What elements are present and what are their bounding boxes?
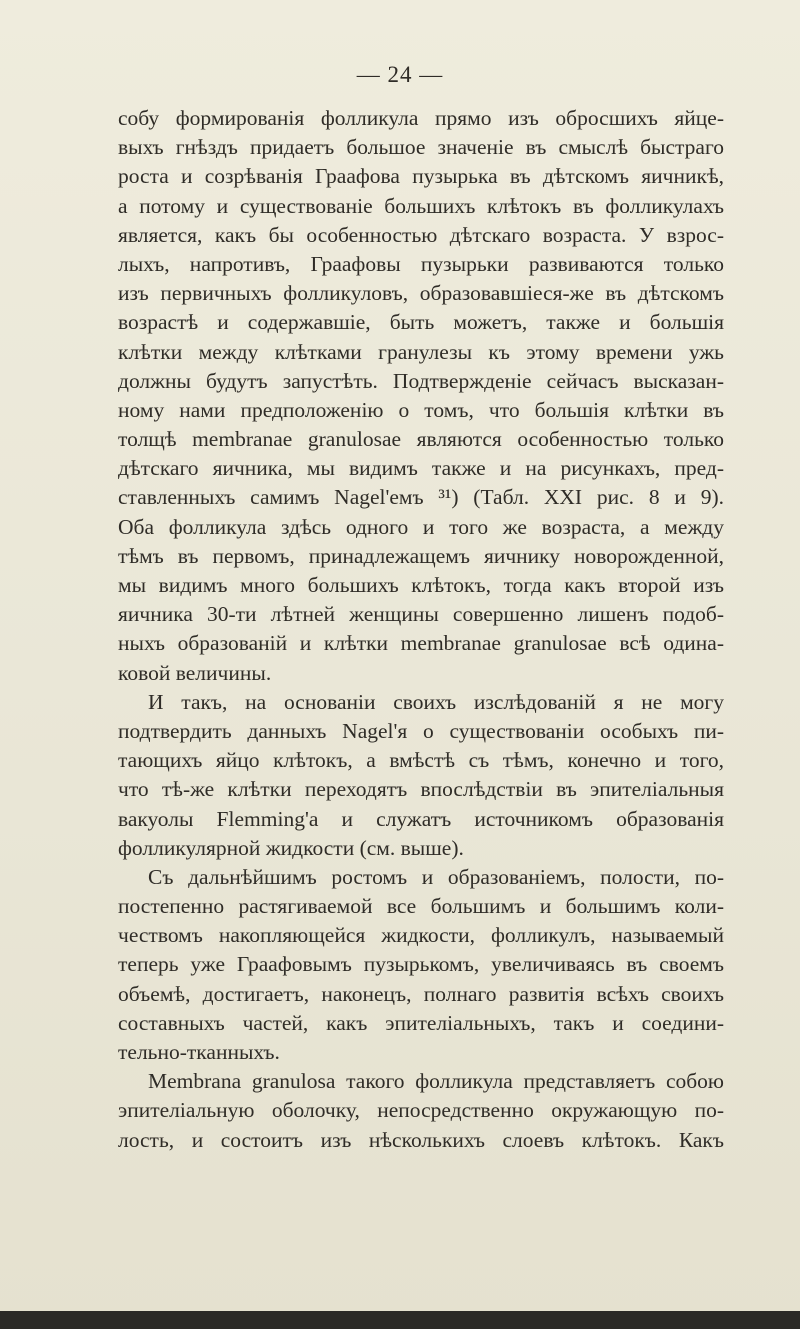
text-line: эпителіальную оболочку, непосредственно окружающую по- bbox=[118, 1098, 724, 1123]
text-line: лость, и состоитъ изъ нѣсколькихъ слоевъ клѣтокъ. Какъ bbox=[118, 1127, 724, 1152]
text-line: тѣмъ въ первомъ, принадлежащемъ яичнику новорожденной, bbox=[118, 543, 724, 568]
text-line: постепенно растягиваемой все большимъ и большимъ коли- bbox=[118, 894, 724, 919]
text-line: теперь уже Граафовымъ пузырькомъ, увеличиваясь въ своемъ bbox=[118, 952, 724, 977]
text-line: фолликулярной жидкости (см. выше). bbox=[118, 835, 464, 860]
text-line: дѣтскаго яичника, мы видимъ также и на рисункахъ, пред- bbox=[118, 456, 724, 481]
text-line: лыхъ, напротивъ, Граафовы пузырьки развиваются только bbox=[118, 251, 724, 276]
text-line: должны будутъ запустѣть. Подтвержденіе сейчасъ высказан- bbox=[118, 368, 724, 393]
text-line: роста и созрѣванія Граафова пузырька въ дѣтскомъ яичникѣ, bbox=[118, 164, 724, 189]
text-line: толщѣ membranae granulosae являются особенностью только bbox=[118, 427, 724, 452]
text-line: клѣтки между клѣтками гранулезы къ этому времени ужь bbox=[118, 339, 724, 364]
text-line: собу формированія фолликула прямо изъ обросшихъ яйце- bbox=[118, 106, 724, 130]
text-line: ковой величины. bbox=[118, 660, 272, 685]
text-line: Membrana granulosa такого фолликула представляетъ собою bbox=[148, 1069, 724, 1094]
text-line: Съ дальнѣйшимъ ростомъ и образованіемъ, полости, по- bbox=[148, 864, 724, 889]
text-line: И такъ, на основаніи своихъ изслѣдованій я не могу bbox=[148, 689, 724, 714]
body-text bbox=[118, 104, 724, 1155]
scan-bottom-edge bbox=[0, 1311, 800, 1329]
page-number: — 24 — bbox=[356, 62, 444, 87]
text-line: составныхъ частей, какъ эпителіальныхъ, такъ и соедини- bbox=[118, 1010, 724, 1035]
text-line: вакуолы Flemming'а и служатъ источникомъ образованія bbox=[118, 806, 724, 831]
text-line: Оба фолликула здѣсь одного и того же возраста, а между bbox=[118, 514, 724, 539]
text-line: что тѣ-же клѣтки переходятъ впослѣдствіи въ эпителіальныя bbox=[118, 777, 724, 802]
text-line: возрастѣ и содержавшіе, быть можетъ, также и большія bbox=[118, 310, 724, 335]
text-line: ному нами предположенію о томъ, что большія клѣтки въ bbox=[118, 397, 724, 422]
text-line: ныхъ образованій и клѣтки membranae granulosae всѣ одина- bbox=[118, 631, 724, 656]
text-line: ставленныхъ самимъ Nagel'емъ ³¹) (Табл. XXI рис. 8 и 9). bbox=[118, 485, 724, 510]
text-line: чествомъ накопляющейся жидкости, фолликулъ, называемый bbox=[118, 923, 724, 948]
text-line: яичника 30-ти лѣтней женщины совершенно лишенъ подоб- bbox=[118, 602, 724, 627]
text-line: тающихъ яйцо клѣтокъ, а вмѣстѣ съ тѣмъ, конечно и того, bbox=[118, 748, 724, 773]
text-line: тельно-тканныхъ. bbox=[118, 1040, 280, 1064]
text-line: изъ первичныхъ фолликуловъ, образовавшіеся-же въ дѣтскомъ bbox=[118, 281, 724, 306]
text-line: мы видимъ много большихъ клѣтокъ, тогда какъ второй изъ bbox=[118, 573, 724, 597]
text-line: является, какъ бы особенностью дѣтскаго возраста. У взрос- bbox=[118, 222, 724, 247]
text-line: объемѣ, достигаетъ, наконецъ, полнаго развитія всѣхъ своихъ bbox=[118, 981, 724, 1006]
text-line: выхъ гнѣздъ придаетъ большое значеніе въ смыслѣ быстраго bbox=[118, 135, 724, 160]
text-line: а потому и существованіе большихъ клѣтокъ въ фолликулахъ bbox=[118, 193, 724, 218]
text-line: подтвердить данныхъ Nagel'я о существованіи особыхъ пи- bbox=[118, 718, 724, 743]
